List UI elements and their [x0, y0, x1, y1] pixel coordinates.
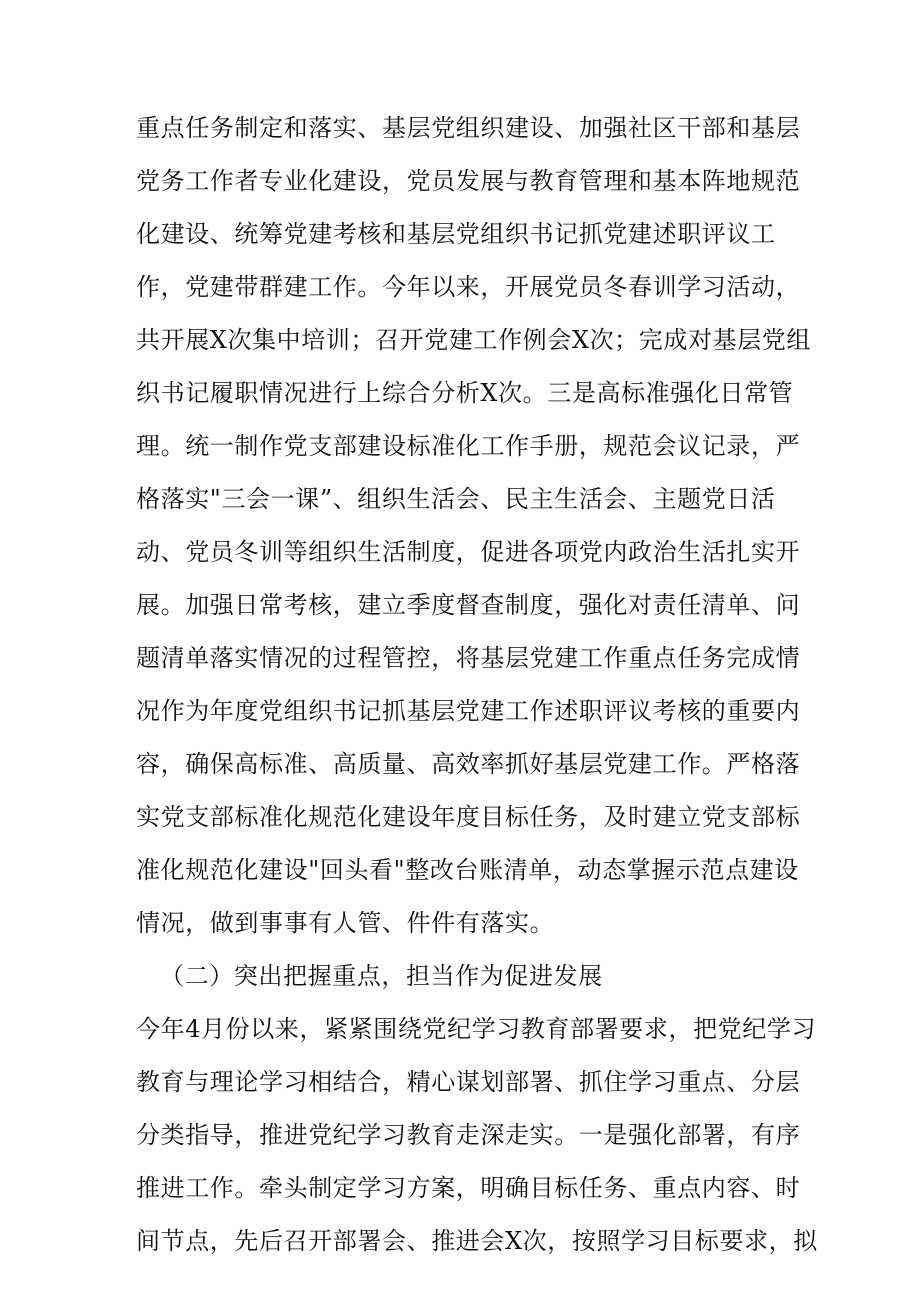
text-line: 展。加强日常考核，建立季度督查制度，强化对责任清单、问 [136, 591, 801, 619]
text-line: 实党支部标准化规范化建设年度目标任务，及时建立党支部标 [136, 803, 801, 831]
text-line: 化建设、统筹党建考核和基层党组织书记抓党建述职评议工 [136, 220, 776, 248]
text-line: 理。统一制作党支部建设标准化工作手册，规范会议记录，严 [136, 432, 801, 460]
text-line: 织书记履职情况进行上综合分析X次。三是高标准强化日常管 [136, 379, 794, 407]
text-line: 况作为年度党组织书记抓基层党建工作述职评议考核的重要内 [136, 697, 801, 725]
text-line: 党务工作者专业化建设，党员发展与教育管理和基本阵地规范 [136, 167, 801, 195]
text-line: 动、党员冬训等组织生活制度，促进各项党内政治生活扎实开 [136, 538, 801, 566]
text-line: 准化规范化建设"回头看"整改台账清单，动态掌握示范点建设 [136, 856, 799, 884]
text-line: 作，党建带群建工作。今年以来，开展党员冬春训学习活动， [136, 273, 801, 301]
text-line: 间节点，先后召开部署会、推进会X次，按照学习目标要求，拟 [136, 1227, 818, 1255]
text-line: 容，确保高标准、高质量、高效率抓好基层党建工作。严格落 [136, 750, 801, 778]
text-line: 情况，做到事事有人管、件件有落实。 [136, 909, 555, 937]
section-heading: （二）突出把握重点，担当作为促进发展 [160, 962, 603, 990]
text-line: 今年4月份以来，紧紧围绕党纪学习教育部署要求，把党纪学习 [136, 1015, 817, 1043]
text-line: 题清单落实情况的过程管控，将基层党建工作重点任务完成情 [136, 644, 801, 672]
text-line: 重点任务制定和落实、基层党组织建设、加强社区干部和基层 [136, 114, 801, 142]
text-line: 格落实"三会一课”、组织生活会、民主生活会、主题党日活 [136, 485, 776, 513]
text-line: 分类指导，推进党纪学习教育走深走实。一是强化部署，有序 [136, 1121, 801, 1149]
text-line: 推进工作。牵头制定学习方案，明确目标任务、重点内容、时 [136, 1174, 801, 1202]
text-line: 共开展X次集中培训；召开党建工作例会X次；完成对基层党组 [136, 326, 811, 354]
text-line: 教育与理论学习相结合，精心谋划部署、抓住学习重点、分层 [136, 1068, 801, 1096]
